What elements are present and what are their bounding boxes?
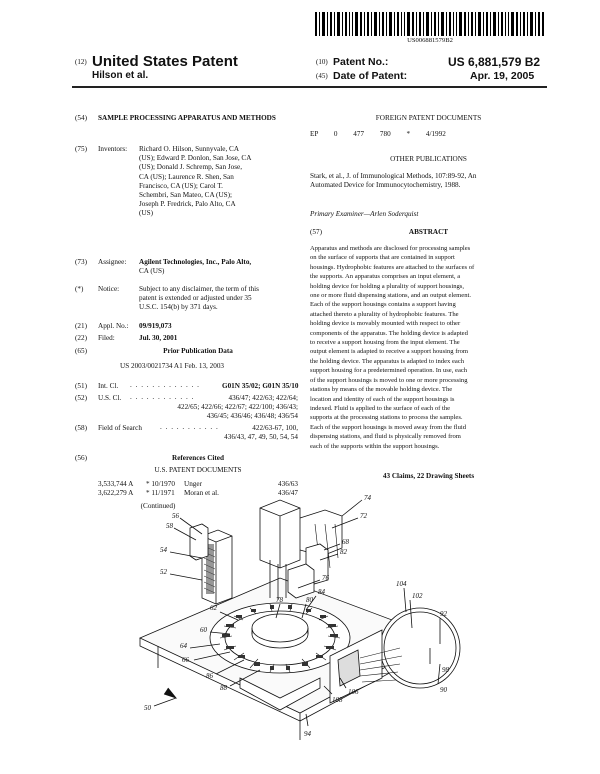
prior-title: Prior Publication Data <box>163 347 233 355</box>
abstract-line: the supports. An apparatus comprises an input element, a <box>310 273 461 281</box>
notice-line: patent is extended or adjusted under 35 <box>139 294 252 303</box>
abstract-title: ABSTRACT <box>408 228 449 236</box>
ref-date: * 11/1971 <box>146 489 175 498</box>
figure-label: 54 <box>160 546 167 554</box>
barcode-graphic <box>315 12 545 36</box>
figure-label: 50 <box>144 704 151 712</box>
abstract-line: Each of the support housings contains a support having <box>310 301 456 309</box>
abstract-line: dispensing stations, and fluid is physically removed from <box>310 433 461 441</box>
abstract-line: holding device for holding a plurality of support housings, <box>310 282 465 290</box>
other-publications <box>310 172 547 190</box>
claims-line: 43 Claims, 22 Drawing Sheets <box>382 472 475 480</box>
publication-line: Stark, et al., J. of Immunological Methods, 107:89-92, An <box>310 172 477 180</box>
figure-label: 60 <box>200 626 207 634</box>
abstract-line: on the surface of supports that are contained in support <box>310 254 455 262</box>
field-line: 436/43, 47, 49, 50, 54, 54 <box>224 433 298 442</box>
intcl-label: Int. Cl. <box>98 382 119 390</box>
figure-label: 88 <box>220 684 227 692</box>
uscl-line: 422/65; 422/66; 422/67; 422/100; 436/43; <box>177 403 298 412</box>
appl-value: 09/919,073 <box>139 322 172 330</box>
assignee-code: (73) <box>75 258 87 266</box>
uscl-code: (52) <box>75 394 87 402</box>
date-code: (45) <box>316 72 328 80</box>
filed-code: (22) <box>75 334 87 342</box>
figure-label: 72 <box>360 512 367 520</box>
figure-label: 80 <box>306 596 313 604</box>
abstract-line: components of the apparatus. The holding device is adapted <box>310 329 468 337</box>
header-rule <box>72 86 547 88</box>
uscl-label: U.S. Cl. <box>98 394 122 402</box>
abstract-line: holding device is movably mounted with respect to other <box>310 320 461 328</box>
inventor-line: Richard O. Hilson, Sunnyvale, CA <box>139 145 240 153</box>
refs-subtitle: U.S. PATENT DOCUMENTS <box>154 466 242 474</box>
ref-class: 436/47 <box>278 489 298 498</box>
abstract-code: (57) <box>310 228 322 236</box>
assignee-line: Agilent Technologies, Inc., Palo Alto, <box>139 258 252 266</box>
inventor-line: (US); Donald J. Schremp, San Jose, <box>139 163 243 172</box>
field-dots: . . . . . . . . . . . <box>160 423 219 431</box>
publication-line: Automated Device for Immunocytochemistry, 1988. <box>310 181 461 190</box>
inventor-line: Francisco, CA (US); Carol T. <box>139 181 223 190</box>
figure-label: 108 <box>332 696 343 704</box>
uscl-line: 436/45; 436/46; 436/48; 436/54 <box>206 412 298 421</box>
inventor-short: Hilson et al. <box>92 70 149 81</box>
prior-line: US 2003/0021734 A1 Feb. 13, 2003 <box>120 362 225 370</box>
notice-label: Notice: <box>98 285 120 293</box>
abstract-line: the holding device. The apparatus is adapted to index each <box>310 357 465 365</box>
figure-drawing <box>110 488 470 758</box>
abstract-line: attached thereto a plurality of hydrophobic features. The <box>310 310 459 318</box>
title-code: (54) <box>75 114 87 122</box>
abstract-line: stations by means of the movable holding device. The <box>310 386 453 394</box>
notice-line: U.S.C. 154(b) by 371 days. <box>139 303 218 312</box>
abstract-line: indexed. Fluid is applied to the surface of each of the <box>310 404 451 412</box>
abstract-line: output element is adapted to receive a support housing from <box>310 348 469 356</box>
foreign-title: FOREIGN PATENT DOCUMENTS <box>375 114 482 122</box>
intcl-dots: . . . . . . . . . . . . . <box>130 381 200 389</box>
uscl-value <box>140 394 298 422</box>
date-label: Date of Patent: <box>333 70 408 82</box>
refs-title: References Cited <box>172 454 224 462</box>
filed-value: Jul. 30, 2001 <box>139 334 178 342</box>
figure-label: 68 <box>342 538 349 546</box>
barcode-number: US006881579B2 <box>407 37 453 44</box>
inventor-line: (US) <box>139 209 153 218</box>
intcl-value: G01N 35/02; G01N 35/10 <box>222 382 299 390</box>
figure-label: 66 <box>182 656 189 664</box>
ref-number: 3,533,744 A <box>98 480 134 488</box>
invention-title: SAMPLE PROCESSING APPARATUS AND METHODS <box>98 114 276 122</box>
patent-figure <box>110 488 470 758</box>
figure-label: 106 <box>348 688 359 696</box>
abstract-line: to receive a support housing from the input element. The <box>310 339 460 347</box>
field-code: (58) <box>75 424 87 432</box>
country-code: (12) <box>75 58 87 66</box>
ref-name: Unger <box>184 480 202 488</box>
abstract-line: one or more fluid dispensing stations, and an output element. <box>310 292 471 300</box>
figure-label: 64 <box>180 642 187 650</box>
primary-examiner: Primary Examiner—Arlen Soderquist <box>310 210 419 218</box>
figure-label: 102 <box>412 592 423 600</box>
patent-no-value: US 6,881,579 B2 <box>448 55 541 69</box>
inventors-list <box>139 145 299 219</box>
abstract-line: of the support housings is moved to one or more processing <box>310 376 468 384</box>
notice-code: (*) <box>75 285 84 293</box>
figure-label: 92 <box>440 610 447 618</box>
appl-code: (21) <box>75 322 87 330</box>
notice-line: Subject to any disclaimer, the term of this <box>139 285 259 293</box>
uscl-dots: . . . . . . . . . . . . <box>130 393 195 401</box>
ref-name: Moran et al. <box>184 489 219 498</box>
assignee-line: CA (US) <box>139 267 165 276</box>
inventors-label: Inventors: <box>98 145 128 153</box>
figure-label: 98 <box>442 666 449 674</box>
appl-label: Appl. No.: <box>98 322 129 330</box>
abstract-line: Each of the support housings is moved away from the fluid <box>310 423 467 431</box>
refs-code: (56) <box>75 454 87 462</box>
assignee-label: Assignee: <box>98 258 127 266</box>
field-line: 422/63-67, 100, <box>252 424 298 432</box>
abstract-line: each of the supports within the support housings. <box>310 442 440 450</box>
field-value <box>200 424 298 442</box>
abstract-body <box>310 244 547 451</box>
figure-label: 86 <box>206 672 213 680</box>
patent-title-header: United States Patent <box>92 53 238 70</box>
continued-note: (Continued) <box>140 502 176 510</box>
inventor-line: Joseph P. Fredrick, Palo Alto, CA <box>139 200 236 209</box>
filed-label: Filed: <box>98 334 115 342</box>
ref-date: * 10/1970 <box>146 480 175 488</box>
figure-label: 82 <box>340 548 347 556</box>
other-title: OTHER PUBLICATIONS <box>390 155 467 163</box>
inventor-line: CA (US); Laurence R. Shen, San <box>139 172 234 181</box>
figure-label: 56 <box>172 512 179 520</box>
abstract-line: housings. Hydrophobic features are attached to the surfaces of <box>310 263 475 271</box>
patent-no-code: (10) <box>316 58 328 66</box>
figure-label: 104 <box>396 580 407 588</box>
figure-label: 90 <box>440 686 447 694</box>
abstract-line: Apparatus and methods are disclosed for processing samples <box>310 245 471 252</box>
foreign-line: EP 0 477 780 * 4/1992 <box>310 130 446 138</box>
inventor-line: Schembri, San Mateo, CA (US); <box>139 191 233 200</box>
uscl-line: 436/47; 422/63; 422/64; <box>228 394 298 402</box>
intcl-code: (51) <box>75 382 87 390</box>
assignee-value <box>139 258 299 276</box>
notice-text <box>139 285 299 313</box>
inventors-code: (75) <box>75 145 87 153</box>
date-value: Apr. 19, 2005 <box>470 70 535 82</box>
abstract-line: location and identity of each of the support housings is <box>310 395 455 403</box>
abstract-line: supports at the processing stations to process the samples. <box>310 414 463 422</box>
figure-label: 58 <box>166 522 173 530</box>
abstract-line: support housing for a predetermined operation. In use, each <box>310 367 468 375</box>
figure-label: 84 <box>318 588 325 596</box>
ref-class: 436/63 <box>278 480 298 488</box>
patent-no-label: Patent No.: <box>333 56 389 68</box>
figure-label: 78 <box>276 596 283 604</box>
figure-label: 76 <box>322 574 329 582</box>
figure-label: 74 <box>364 494 371 502</box>
barcode <box>315 12 545 36</box>
field-label: Field of Search <box>98 424 142 432</box>
ref-number: 3,622,279 A <box>98 489 134 498</box>
inventor-line: (US); Edward P. Donlon, San Jose, CA <box>139 154 252 163</box>
figure-label: 94 <box>304 730 311 738</box>
figure-label: 62 <box>210 604 217 612</box>
figure-label: 52 <box>160 568 167 576</box>
prior-code: (65) <box>75 347 87 355</box>
